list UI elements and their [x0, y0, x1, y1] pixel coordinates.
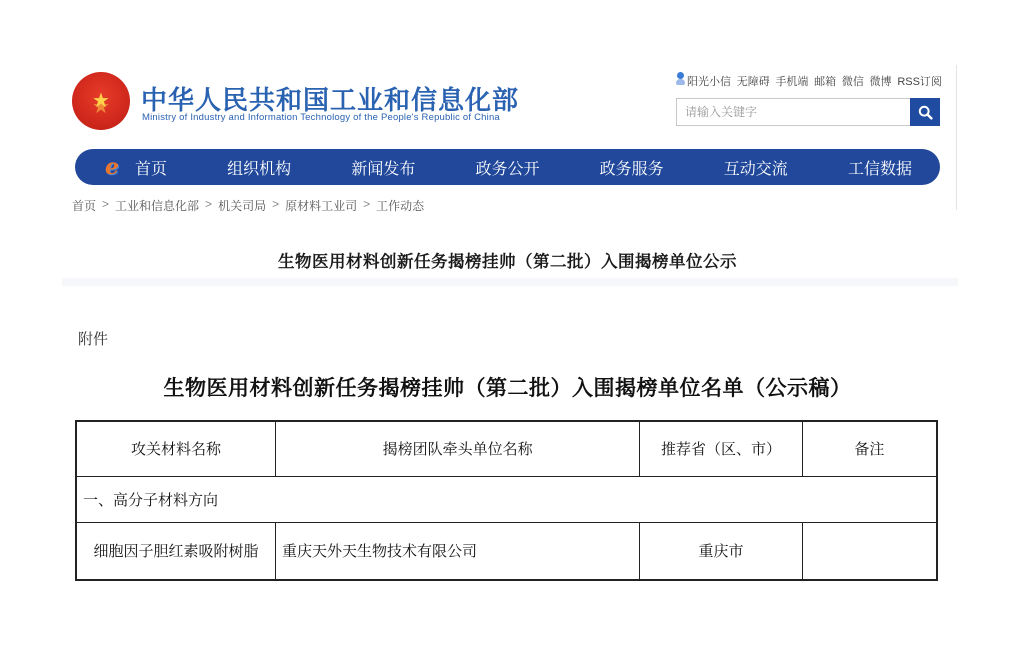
breadcrumb-separator: >: [205, 197, 213, 211]
nav-item-gov-service[interactable]: 政务服务: [599, 160, 664, 178]
table-header-row: [76, 421, 937, 476]
miit-e-logo-icon: e: [105, 154, 119, 180]
attachment-label: 附件: [78, 331, 109, 348]
nav-item-gov-open[interactable]: 政务公开: [475, 160, 540, 178]
quick-link-accessibility[interactable]: 无障碍: [736, 75, 770, 88]
mascot-icon: [676, 72, 685, 85]
title-divider: [62, 278, 958, 286]
search-input[interactable]: [676, 98, 910, 126]
search-icon: [918, 105, 933, 120]
quick-link-mail[interactable]: 邮箱: [814, 75, 837, 88]
site-subtitle-en: Ministry of Industry and Information Technology of the People's Republic of China: [142, 112, 500, 123]
quick-link-rss[interactable]: RSS订阅: [897, 75, 942, 88]
table-row: [76, 522, 937, 580]
cell-lead-unit: 重庆天外天生物技术有限公司: [276, 522, 640, 580]
breadcrumb-separator: >: [102, 197, 110, 211]
breadcrumb-home[interactable]: 首页: [72, 199, 97, 213]
nav-item-home[interactable]: 首页: [135, 160, 168, 178]
site-title: 中华人民共和国工业和信息化部: [141, 85, 520, 115]
emblem-star-icon: ★: [92, 90, 110, 112]
quick-link-wechat[interactable]: 微信: [841, 75, 864, 88]
breadcrumb-raw-materials[interactable]: 原材料工业司: [285, 199, 358, 213]
nav-item-news[interactable]: 新闻发布: [351, 160, 416, 178]
page-title: 生物医用材料创新任务揭榜挂帅（第二批）入围揭榜单位公示: [278, 253, 737, 271]
section-title: 一、高分子材料方向: [76, 476, 937, 522]
cell-note: [802, 522, 937, 580]
nav-item-interaction[interactable]: 互动交流: [723, 160, 788, 178]
shortlist-table: [75, 420, 938, 581]
document-title: 生物医用材料创新任务揭榜挂帅（第二批）入围揭榜单位名单（公示稿）: [163, 377, 852, 400]
nav-item-organization[interactable]: 组织机构: [227, 160, 292, 178]
cell-material: 细胞因子胆红素吸附树脂: [76, 522, 276, 580]
quick-link-mobile[interactable]: 手机端: [775, 75, 809, 88]
header-lead-unit: 揭榜团队牵头单位名称: [276, 421, 640, 476]
main-nav: [75, 149, 940, 185]
breadcrumb-miit[interactable]: 工业和信息化部: [115, 199, 200, 213]
quick-link-sunshine[interactable]: 阳光小信: [676, 72, 731, 89]
header-note: 备注: [802, 421, 937, 476]
search-bar: [676, 98, 940, 126]
cell-province: 重庆市: [640, 522, 803, 580]
quick-links-bar: [676, 72, 942, 89]
header-right-divider: [956, 65, 957, 210]
national-emblem: [72, 72, 130, 130]
breadcrumb-separator: >: [363, 197, 371, 211]
search-button[interactable]: [910, 98, 940, 126]
breadcrumb-work-news[interactable]: 工作动态: [376, 199, 425, 213]
header-material: 攻关材料名称: [76, 421, 276, 476]
breadcrumb: [72, 197, 424, 214]
table-section-row: [76, 476, 937, 522]
nav-item-data[interactable]: 工信数据: [847, 160, 912, 178]
quick-link-weibo[interactable]: 微博: [869, 75, 892, 88]
breadcrumb-separator: >: [272, 197, 280, 211]
header-province: 推荐省（区、市）: [640, 421, 803, 476]
breadcrumb-departments[interactable]: 机关司局: [218, 199, 267, 213]
